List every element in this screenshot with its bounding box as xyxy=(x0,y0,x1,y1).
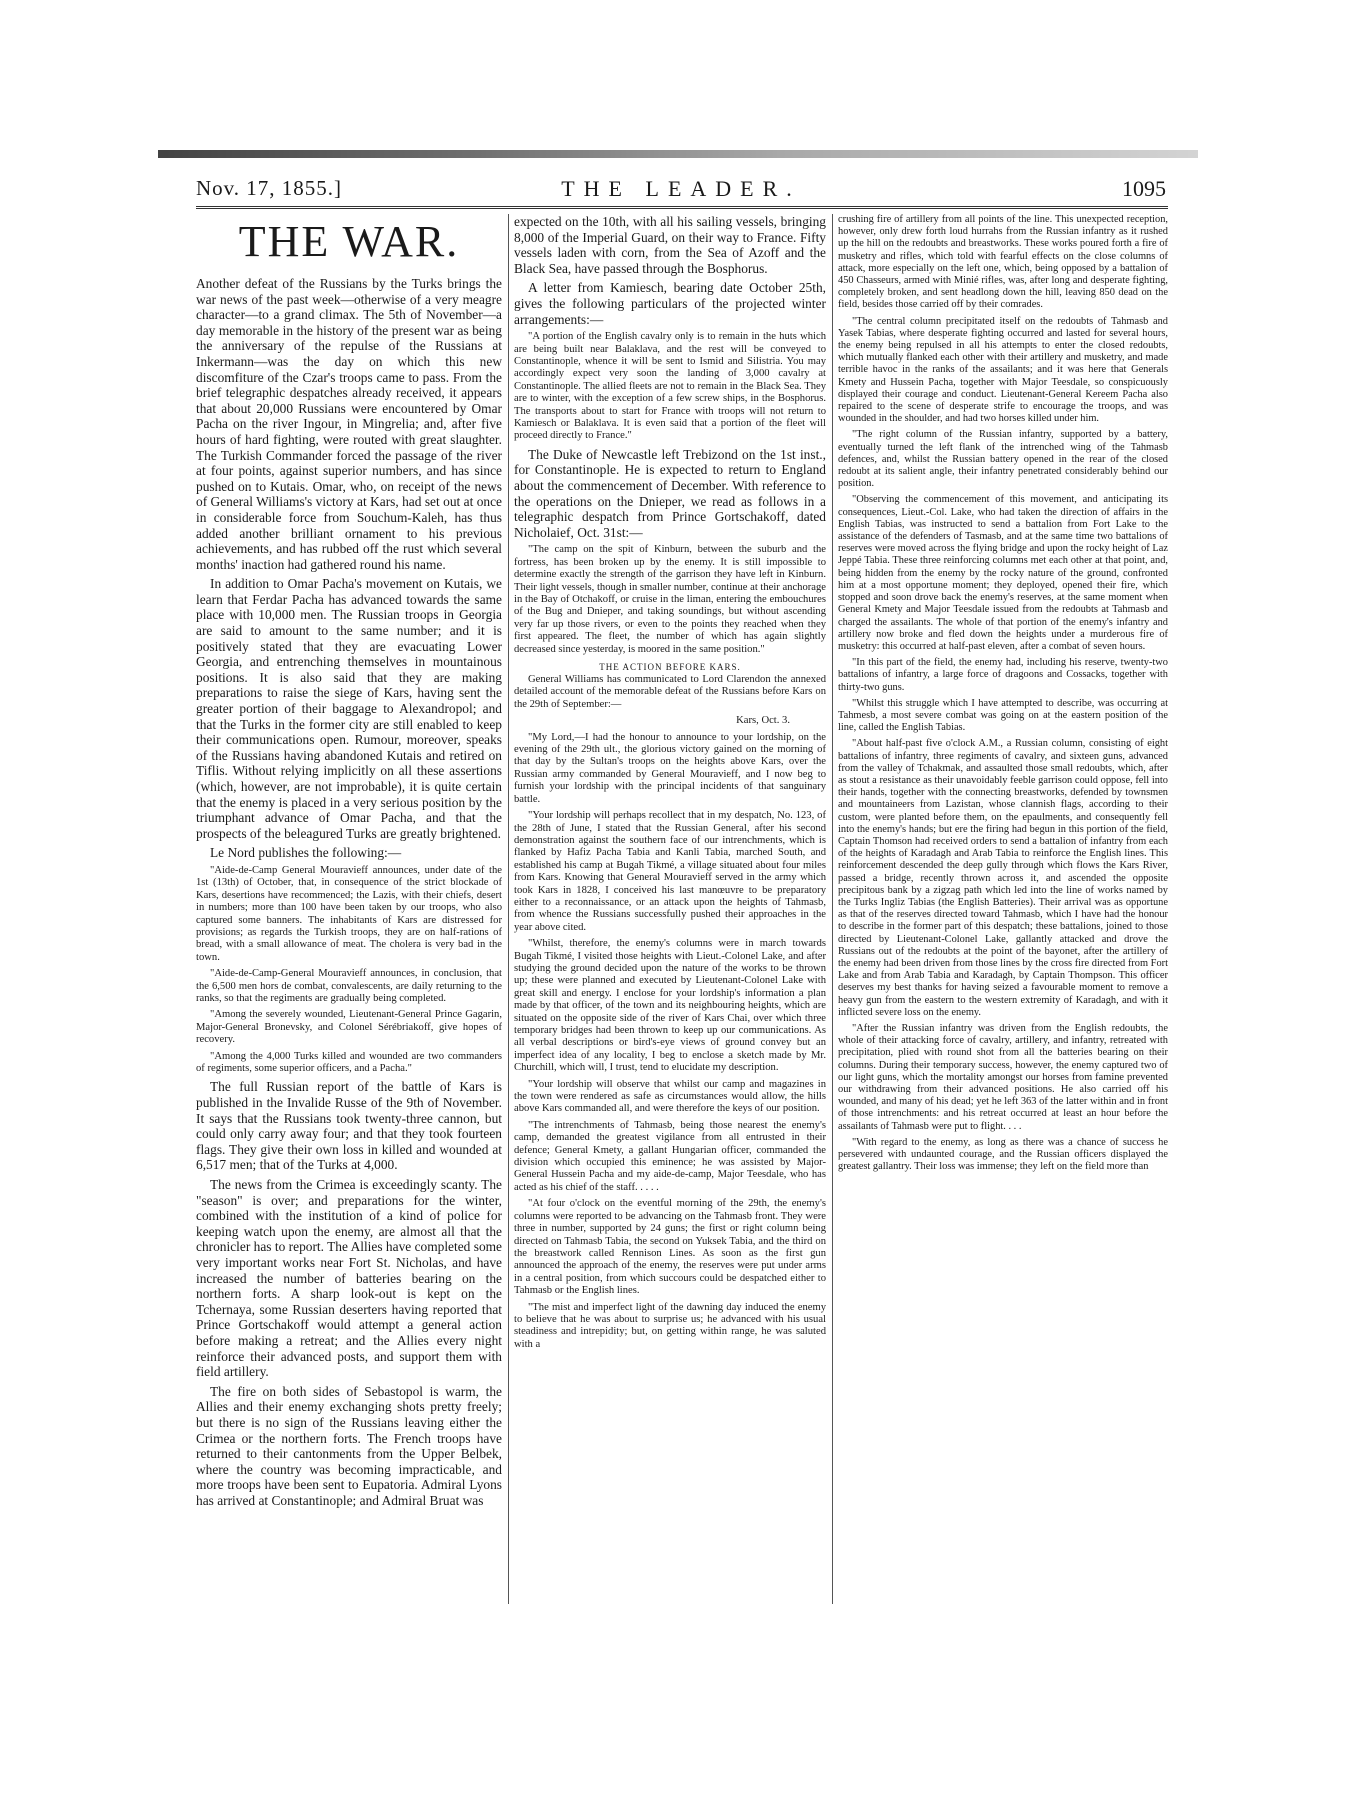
page-number: 1095 xyxy=(1122,176,1166,201)
quoted-paragraph: "The camp on the spit of Kinburn, between the suburb and the fortress, has been broken up by the enemy. It is still impossible to determine exactly the strength of the garrison they have left in Kinburn. Their light vessels, though in smaller number, continue at their anchorage in the Bay of Otchakoff, or cruise in the liman, entering the embouchures of the Bug and Dnieper, and taking soundings, but without ascending very far up those rivers, or even to the points they reached when they first appeared. The fleet, the number of which has again slightly decreased since yesterday, is moored in the same position." xyxy=(514,544,826,655)
quoted-paragraph: "The mist and imperfect light of the dawning day induced the enemy to believe that he was about to surprise us; he advanced with his usual steadiness and intrepidity; but, on getting within range, he was saluted with a xyxy=(514,1301,826,1350)
paragraph: The fire on both sides of Sebastopol is warm, the Allies and their enemy exchanging shots pretty freely; but there is no sign of the Russians leaving either the Crimea or the northern forts. The French troops have returned to their cantonments from the Upper Belbek, where the country was becoming impracticable, and more troops have been sent to Eupatoria. Admiral Lyons has arrived at Constantinople; and Admiral Bruat was xyxy=(196,1383,502,1508)
masthead-title: THE LEADER. xyxy=(561,176,801,201)
paragraph: The full Russian report of the battle of Kars is published in the Invalide Russe of the 9th of November. It says that the Russians took twenty-three cannon, but could only carry away four; and that they took fourteen flags. They give their own loss in killed and wounded at 6,517 men; that of the Turks at 4,000. xyxy=(196,1079,502,1173)
quoted-paragraph: "Whilst, therefore, the enemy's columns were in march towards Bugah Tikmé, I visited those heights with Lieut.-Colonel Lake, and after studying the ground decided upon the nature of the works to be thrown up; these were planned and executed by Lieutenant-Colonel Lake with great skill and energy. I enclose for your lordship's information a plan made by that officer, of the town and its neighbouring heights, which are situated on the opposite side of the river of Kars Chai, over which three temporary bridges had been thrown to keep up our communications. As all verbal descriptions or bird's-eye views of ground convey but an imperfect idea of any locality, I beg to enclose a sketch made by Mr. Churchill, which will, I trust, tend to elucidate my description. xyxy=(514,938,826,1074)
quoted-paragraph: "At four o'clock on the eventful morning of the 29th, the enemy's columns were reported to be advancing on the Tahmasb front. They were three in number, supported by 24 guns; the first or right column being directed on Tahmasb Tabia, the second on Yuksek Tabia, and the third on the breastwork called Rennison Lines. As soon as the first gun announced the approach of the enemy, the reserves were put under arms in a central position, from which succours could be despatched either to Tahmasb or the English lines. xyxy=(514,1198,826,1297)
quoted-paragraph: "The right column of the Russian infantry, supported by a battery, eventually turned the left flank of the intrenched wing of the Tahmasb defences, and, whilst the Russian battery opened in the rear of the closed redoubt at its salient angle, their infantry penetrated considerably behind our position. xyxy=(838,429,1168,490)
quoted-paragraph: "Observing the commencement of this movement, and anticipating its consequences, Lieut.-Col. Lake, who had taken the direction of affairs in the English Tabias, was instructed to send a battalion from Fort Lake to the assistance of the defenders of Tasmasb, and at the same time two battalions of reserves were moved across the flying bridge and upon the rocky height of Laz Jeppé Tabia. These three reinforcing columns met each other at that point, and, being hidden from the enemy by the rocky nature of the ground, confronted him at a most opportune moment; they deployed, opened their fire, which stopped and soon drove back the enemy's reserves, at the same moment when General Kmety and Major Teesdale issued from the redoubts at Tahmasb and charged the assailants. The whole of that portion of the enemy's infantry and artillery now broke and fled down the heights under a murderous fire of musketry: this occurred at half-past eleven, after a combat of seven hours. xyxy=(838,494,1168,652)
quoted-paragraph: "Among the severely wounded, Lieutenant-General Prince Gagarin, Major-General Bronevsky, and Colonel Sérébriakoff, give hopes of recovery. xyxy=(196,1009,502,1046)
dateline: Kars, Oct. 3. xyxy=(736,715,790,727)
quoted-paragraph: "Aide-de-Camp General Mouravieff announces, under date of the 1st (13th) of October, that, in consequence of the strict blockade of Kars, desertions have recommenced; the Lazis, with their chiefs, desert in numbers; more than 100 have been taken by our troops, who also captured some banners. The inhabitants of Kars are distressed for provisions; as regards the Turkish troops, they are on half-rations of bread, with a small allowance of meat. The cholera is very bad in the town. xyxy=(196,864,502,963)
quoted-paragraph: "After the Russian infantry was driven from the English redoubts, the whole of their attacking force of cavalry, artillery, and infantry, retreated with precipitation, plied with round shot from all the batteries bearing on their columns. During their temporary success, however, the enemy captured two of our light guns, which the mortality amongst our horses from famine prevented our withdrawing from their advanced positions. He also carried off his wounded, and many of his dead; yet he left 363 of the latter within and in front of those intrenchments: and his retreat occurred at least an hour before the assailants of Tahmasb were put to flight. . . . xyxy=(838,1023,1168,1132)
column-3 xyxy=(838,214,1168,1604)
quoted-paragraph: "Whilst this struggle which I have attempted to describe, was occurring at Tahmesb, a most severe combat was going on at the eastern position of the line, called the English Tabias. xyxy=(838,697,1168,734)
paragraph: A letter from Kamiesch, bearing date October 25th, gives the following particulars of the projected winter arrangements:— xyxy=(514,280,826,327)
paragraph: expected on the 10th, with all his sailing vessels, bringing 8,000 of the Imperial Guard, on their way to France. Fifty vessels laden with corn, from the Sea of Azoff and the Black Sea, have passed through the Bosphorus. xyxy=(514,214,826,276)
paragraph: The Duke of Newcastle left Trebizond on the 1st inst., for Constantinople. He is expected to return to England about the commencement of December. With reference to the operations on the Dnieper, we read as follows in a telegraphic despatch from Prince Gortschakoff, dated Nicholaief, Oct. 31st:— xyxy=(514,446,826,540)
paragraph: The news from the Crimea is exceedingly scanty. The "season" is over; and preparations for the winter, combined with the institution of a kind of police for keeping watch upon the enemy, are almost all that the chronicler has to report. The Allies have completed some very important works near Fort St. Nicholas, and have increased the number of batteries bearing on the northern forts. A sharp look-out is kept on the Tchernaya, some Russian deserters having reported that Prince Gortschakoff would attempt a general action before making a retreat; and the Allies every night reinforce their advanced posts, and support them with field artillery. xyxy=(196,1177,502,1380)
article-title: THE WAR. xyxy=(238,217,460,266)
column-1 xyxy=(196,214,502,1604)
quoted-paragraph: "Among the 4,000 Turks killed and wounded are two commanders of regiments, some superior officers, and a Pacha." xyxy=(196,1050,502,1075)
quoted-paragraph: "Your lordship will perhaps recollect that in my despatch, No. 123, of the 28th of June, I stated that the Russian General, after his second demonstration against the southern face of our intrenchments, which is flanked by Hafiz Pacha Tabia and Kanli Tabia, marched South, and established his camp at Bugah Tikmé, a village situated about four miles from Kars. Knowing that General Mouravieff served in the army which took Kars in 1828, I conceived his last manœuvre to be preparatory either to a reconnaissance, or an attack upon the heights of Tahmasb, from whence the Russians successfully pushed their approaches in the year above cited. xyxy=(514,810,826,933)
issue-date: Nov. 17, 1855.] xyxy=(196,176,343,200)
quoted-paragraph: "Your lordship will observe that whilst our camp and magazines in the town were rendered as safe as circumstances would allow, the hills above Kars commanded all, and were therefore the keys of our position. xyxy=(514,1078,826,1115)
header-rule xyxy=(196,206,1168,212)
quoted-paragraph: "A portion of the English cavalry only is to remain in the huts which are being built near Balaklava, and the rest will be conveyed to Constantinople, whence it will be sent to Ismid and Silistria. You may accordingly expect very soon the landing of 3,000 cavalry at Constantinople. The allied fleets are not to remain in the Black Sea. They are to winter, with the exception of a few screw ships, in the Bosphorus. The transports about to start for France with troops will not return to Kamiesch or Balaklava. It is even said that a portion of the fleet will proceed directly to France." xyxy=(514,331,826,442)
quoted-paragraph: "About half-past five o'clock A.M., a Russian column, consisting of eight battalions of infantry, three regiments of cavalry, and sixteen guns, advanced from the valley of Tchakmak, and assaulted those small redoubts, which, after as stout a resistance as their unavoidably feeble garrison could oppose, fell into their hands, together with the connecting breastworks, defended by townsmen and mountaineers from Lazistan, whose clannish flags, according to their custom, were planted before them, on the epaulments, and consequently fell into the enemy's hands; but ere the firing had begun in this portion of the field, Captain Thomson had received orders to send a battalion of infantry from each of the heights of Karadagh and Arab Tabia to reinforce the English lines. This reinforcement descended the deep gully through which flows the Kars River, passed a bridge, recently thrown across it, and ascended the opposite precipitous bank by a zigzag path which led into the line of works named by the Turks Ingliz Tabias (the English Batteries). Their arrival was as opportune as that of the reserves directed toward Tahmasb, which I have had the honour to describe in the former part of this despatch; these battalions, joined to those directed by Lieutenant-Colonel Lake, gallantly attacked and drove the Russians out of the redoubts at the point of the bayonet, after the artillery of the enemy had been driven from those lines by the cross fire directed from Fort Lake and from Arab Tabia and Karadagh, by Captain Thompson. This officer deserves my best thanks for having seized a favourable moment to remove a heavy gun from the eastern to the western extremity of Karadagh, and with it inflicted severe loss on the enemy. xyxy=(838,738,1168,1018)
section-heading: THE ACTION BEFORE KARS. xyxy=(599,662,741,673)
quoted-paragraph: "Aide-de-Camp-General Mouravieff announces, in conclusion, that the 6,500 men hors de combat, convalescents, are daily returning to the ranks, so that the regiments are gradually being completed. xyxy=(196,968,502,1005)
column-divider xyxy=(508,214,509,1604)
column-2 xyxy=(514,214,826,1604)
quoted-paragraph: "The intrenchments of Tahmasb, being those nearest the enemy's camp, demanded the greatest vigilance from all entrusted in their defence; General Kmety, a gallant Hungarian officer, commanded the division which occupied this eminence; he was assisted by Major-General Hussein Pacha and my aide-de-camp, Major Teesdale, who has acted as his chief of the staff. . . . . xyxy=(514,1119,826,1193)
paragraph: In addition to Omar Pacha's movement on Kutais, we learn that Ferdar Pacha has advanced towards the same place with 10,000 men. The Russian troops in Georgia are said to amount to the same number; and it is positively stated that they are evacuating Lower Georgia, and entrenching themselves in mountainous positions. It is also said that they are making preparations to raise the siege of Kars, having sent the greater portion of their baggage to Alexandropol; and that the Turks in the former city are still enabled to keep their communications open. Rumour, moreover, speaks of the Russians having abandoned Kutais and retired on Tiflis. Without relying implicitly on all these assertions (which, however, are not improbable), it is quite certain that the enemy is placed in a very serious position by the triumphant advance of Omar Pacha, and that the prospects of the beleagured Turks are greatly brightened. xyxy=(196,576,502,841)
quoted-paragraph: "In this part of the field, the enemy had, including his reserve, twenty-two battalions of infantry, a large force of dragoons and Cossacks, together with thirty-two guns. xyxy=(838,657,1168,693)
top-decorative-rule xyxy=(158,150,1198,158)
quoted-paragraph: crushing fire of artillery from all points of the line. This unexpected reception, however, only drew forth loud hurrahs from the Russian infantry as it rushed up the hill on the redoubts and breastworks. These works poured forth a fire of musketry and rifles, which told with fearful effects on the close columns of attack, more especially on the left one, which, being opposed by a battalion of 450 Chasseurs, armed with Minié rifles, was, after long and desperate fighting, completely broken, and sent headlong down the hill, leaving 850 dead on the field, besides those carried off by their comrades. xyxy=(838,214,1168,311)
quoted-paragraph: "The central column precipitated itself on the redoubts of Tahmasb and Yasek Tabias, where desperate fighting occurred and lasted for several hours, the enemy being repulsed in all his attempts to enter the closed redoubts, which mutually flanked each other with their artillery and musketry, and made terrible havoc in the ranks of the assailants; and it was here that Generals Kmety and Hussein Pacha, together with Major Teesdale, so conspicuously displayed their courage and conduct. Lieutenant-General Kereem Pacha also repaired to the scene of desperate strife to encourage the troops, and was wounded in the shoulder, and had two horses killed under him. xyxy=(838,315,1168,425)
quoted-paragraph: "With regard to the enemy, as long as there was a chance of success he persevered with undaunted courage, and the Russian officers displayed the greatest gallantry. Their loss was immense; they left on the field more than xyxy=(838,1136,1168,1173)
quoted-paragraph: "My Lord,—I had the honour to announce to your lordship, on the evening of the 29th ult., the glorious victory gained on the morning of that day by the Sultan's troops on the heights above Kars, over the Russian army commanded by General Mouravieff, and I now beg to furnish your lordship with the principal incidents of that sanguinary battle. xyxy=(514,731,826,805)
paragraph: Le Nord publishes the following:— xyxy=(210,845,402,861)
paragraph: Another defeat of the Russians by the Turks brings the war news of the past week—otherwise of a very meagre character—to a grand climax. The 5th of November—a day memorable in the history of the present war as being the anniversary of the repulse of the Russians at Inkermann—was the day on which this new discomfiture of the Czar's troops came to pass. From the brief telegraphic despatches already received, it appears that about 20,000 Russians were encountered by Omar Pacha on the river Ingour, in Mingrelia; and, after five hours of hard fighting, were routed with great slaughter. The Turkish Commander forced the passage of the river at four points, against superior numbers, and has since pushed on to Kutais. Omar, who, on receipt of the news of General Williams's victory at Kars, had set out at once in considerable force from Souchum-Kaleh, has thus added another brilliant ornament to his previous achievements, and has rubbed off the rust which several months' inaction had gathered round his name. xyxy=(196,276,502,572)
column-divider xyxy=(832,214,833,1604)
paragraph: General Williams has communicated to Lord Clarendon the annexed detailed account of the memorable defeat of the Russians before Kars on the 29th of September:— xyxy=(514,674,826,710)
article-columns xyxy=(196,214,1168,1604)
